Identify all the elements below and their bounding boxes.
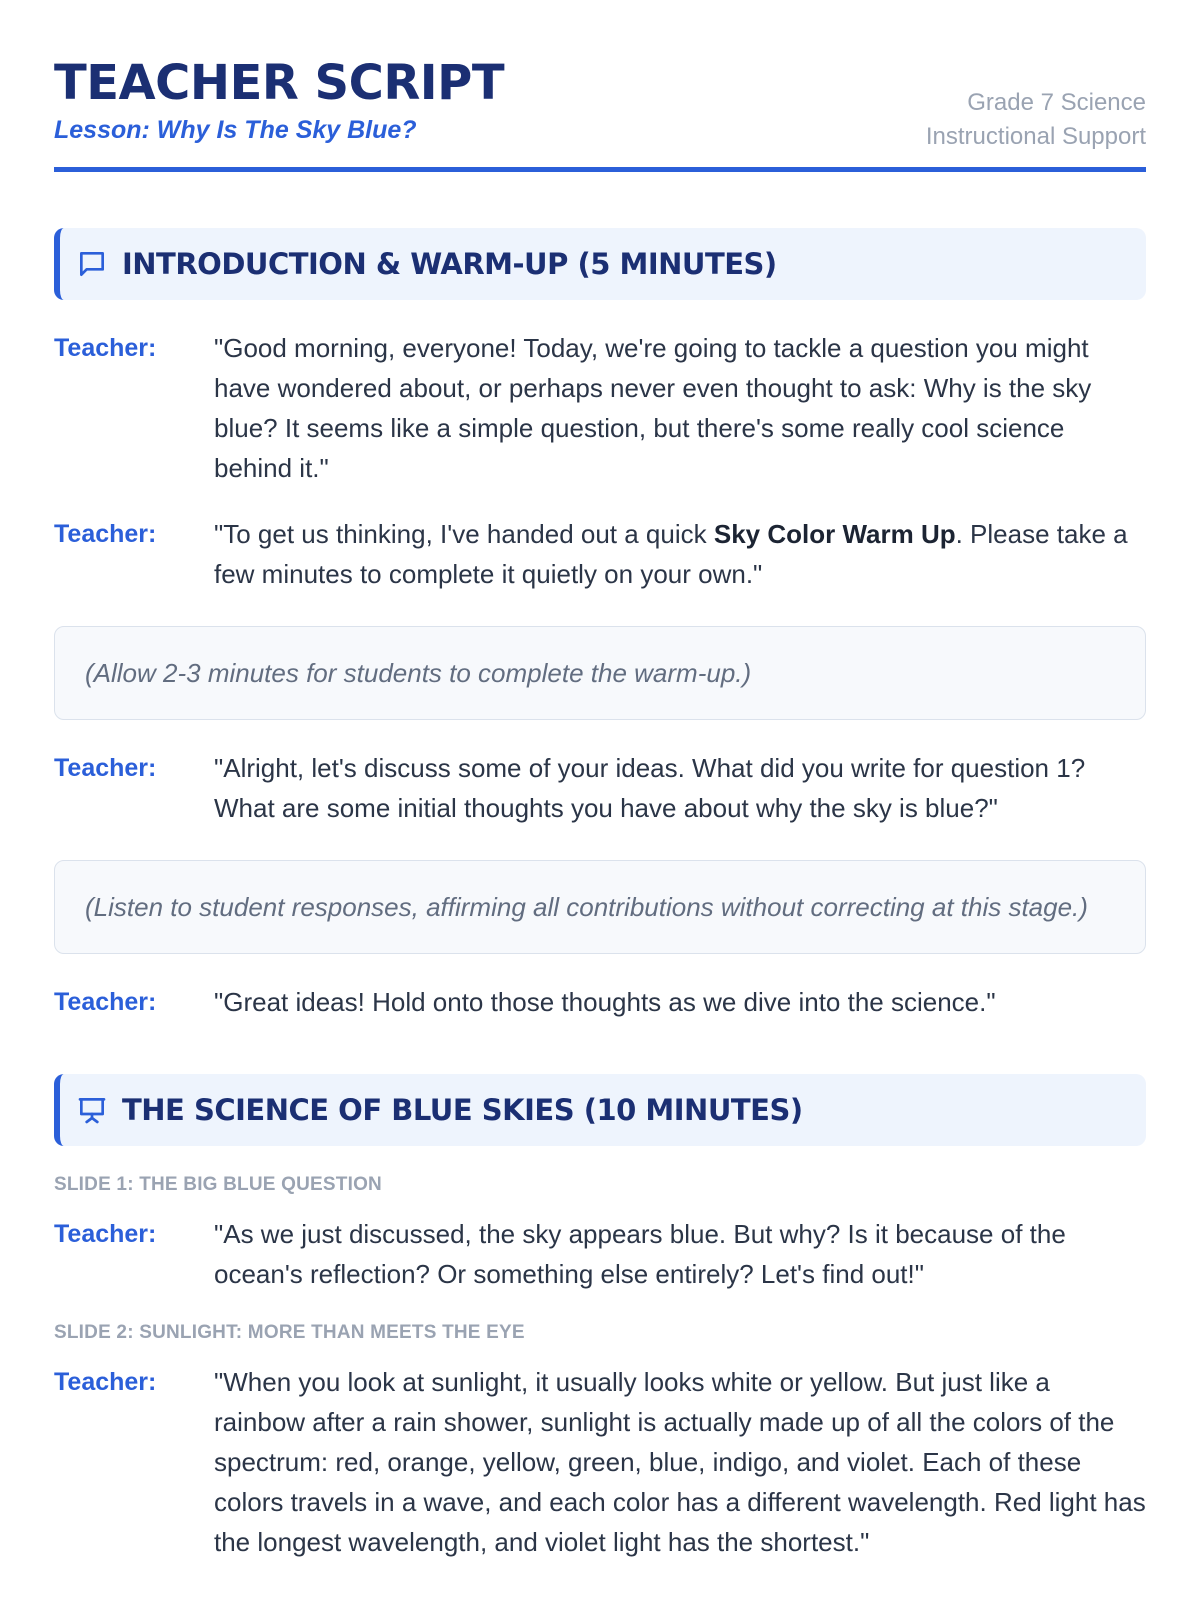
slide-label: SLIDE 1: THE BIG BLUE QUESTION xyxy=(54,1174,382,1195)
speaker-label: Teacher: xyxy=(54,988,157,1016)
dialogue-row xyxy=(54,748,1146,828)
dialogue-row xyxy=(54,328,1146,488)
dialogue-text: "Good morning, everyone! Today, we're going to tackle a question you might have wondered about, or perhaps never even thought to ask: Why is the sky blue? It seems like a simple question, but there's some really cool science behind it." xyxy=(214,333,1092,483)
dialogue-text-part: . Please take a few minutes to complete it quietly on your own." xyxy=(214,519,1128,589)
speaker-label: Teacher: xyxy=(54,754,157,782)
handout-name: Sky Color Warm Up xyxy=(713,519,956,549)
chat-bubble-icon xyxy=(74,246,110,282)
dialogue-text: "As we just discussed, the sky appears blue. But why? Is it because of the ocean's reflection? Or something else entirely? Let's find out!" xyxy=(214,1219,1066,1289)
title-block xyxy=(54,54,504,145)
dialogue-text: "Alright, let's discuss some of your ideas. What did you write for question 1? What are some initial thoughts you have about why the sky is blue?" xyxy=(214,753,1086,823)
stage-direction-note: (Allow 2-3 minutes for students to complete the warm-up.) xyxy=(54,626,1146,720)
speaker-label: Teacher: xyxy=(54,334,157,362)
dialogue-text: "When you look at sunlight, it usually looks white or yellow. But just like a rainbow after a rain shower, sunlight is actually made up of all the colors of the spectrum: red, orange, yellow, green, blue, indigo, and violet. Each of these colors travels in a wave, and each color has a different wavelength. Red light has the longest wavelength, and violet light has the shortest." xyxy=(214,1367,1146,1557)
document-header xyxy=(54,54,1146,172)
page-title: TEACHER SCRIPT xyxy=(54,55,505,111)
dialogue-text: "Great ideas! Hold onto those thoughts as we dive into the science." xyxy=(214,987,996,1017)
dialogue-text xyxy=(214,514,1146,594)
course-meta xyxy=(926,86,1146,154)
section-title: INTRODUCTION & WARM-UP (5 MINUTES) xyxy=(122,247,777,281)
dialogue-row xyxy=(54,1214,1146,1294)
speaker-label: Teacher: xyxy=(54,1368,157,1396)
dialogue-text-part: "To get us thinking, I've handed out a quick xyxy=(214,519,714,549)
speaker-label: Teacher: xyxy=(54,1220,157,1248)
grade-label: Grade 7 Science xyxy=(967,89,1146,116)
presentation-icon xyxy=(74,1092,110,1128)
dialogue-row xyxy=(54,1362,1146,1562)
slide-label: SLIDE 2: SUNLIGHT: MORE THAN MEETS THE EYE xyxy=(54,1322,525,1343)
section-heading-science xyxy=(54,1074,1146,1146)
stage-direction-note: (Listen to student responses, affirming all contributions without correcting at this stage.) xyxy=(54,860,1146,954)
dialogue-row xyxy=(54,514,1146,594)
dialogue-row xyxy=(54,982,1146,1022)
section-title: THE SCIENCE OF BLUE SKIES (10 MINUTES) xyxy=(122,1093,803,1127)
section-heading-introduction xyxy=(54,228,1146,300)
lesson-subtitle: Lesson: Why Is The Sky Blue? xyxy=(54,116,417,144)
speaker-label: Teacher: xyxy=(54,520,157,548)
support-label: Instructional Support xyxy=(925,123,1146,150)
